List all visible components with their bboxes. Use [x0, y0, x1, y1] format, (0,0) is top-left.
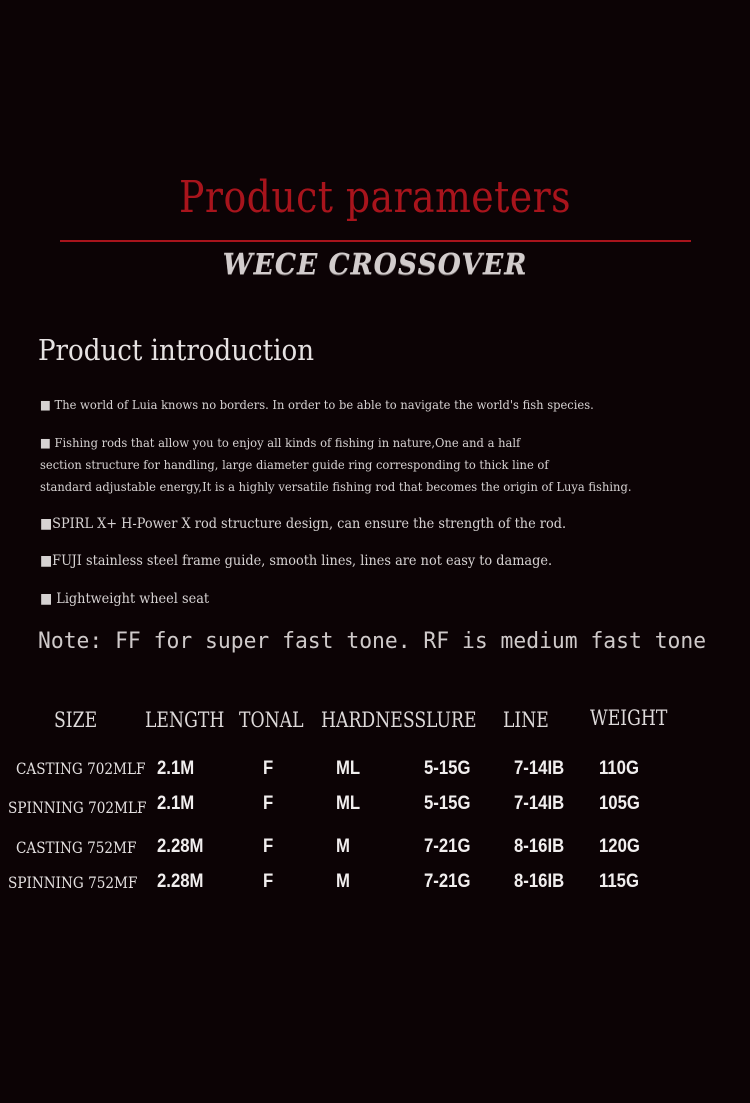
intro-heading: Product introduction: [38, 333, 315, 367]
table-header-size: SIZE: [54, 708, 98, 732]
table-header-line: LINE: [503, 708, 549, 732]
intro-paragraph-2-line-2: section structure for handling, large diameter guide ring corresponding to thick line of: [40, 457, 549, 472]
table-row-3-size: CASTING 752MF: [16, 838, 137, 857]
intro-paragraph-2-line-3: standard adjustable energy,It is a highly versatile fishing rod that becomes the origin of Luya fishing.: [40, 479, 632, 494]
table-row-1-size: CASTING 702MLF: [16, 759, 146, 778]
table-row-2-weight: 105G: [599, 793, 640, 814]
table-row-2-size: SPINNING 702MLF: [8, 798, 147, 817]
table-header-weight: WEIGHT: [590, 706, 668, 730]
table-row-4-size: SPINNING 752MF: [8, 873, 138, 892]
table-header-hardness: HARDNESS: [321, 708, 427, 732]
table-row-3-length: 2.28M: [157, 836, 204, 857]
intro-paragraph-5-text: ■ Lightweight wheel seat: [40, 591, 210, 607]
table-row-1-weight: 110G: [599, 758, 639, 779]
table-row-3-tonal: F: [263, 836, 274, 857]
intro-paragraph-2-line-1: ■ Fishing rods that allow you to enjoy all kinds of fishing in nature,One and a half: [40, 435, 521, 450]
table-row-3-hardness: M: [336, 836, 350, 857]
table-row-1-tonal: F: [263, 758, 274, 779]
table-row-2-line: 7-14IB: [514, 793, 565, 814]
table-row-2-length: 2.1M: [157, 793, 195, 814]
table-header-lure: LURE: [426, 708, 477, 732]
intro-paragraph-4: [40, 550, 552, 572]
title-divider: [60, 240, 691, 242]
table-row-1-hardness: ML: [336, 758, 361, 779]
product-name: WECE CROSSOVER: [222, 247, 528, 281]
intro-paragraph-1-text: ■ The world of Luia knows no borders. In order to be able to navigate the world's fish species.: [40, 397, 594, 412]
table-row-3-lure: 7-21G: [424, 836, 471, 857]
table-header-length: LENGTH: [145, 708, 225, 732]
table-row-4-weight: 115G: [599, 871, 639, 892]
table-row-1-length: 2.1M: [157, 758, 195, 779]
intro-paragraph-5: [40, 588, 209, 610]
table-row-4-tonal: F: [263, 871, 274, 892]
table-row-1-lure: 5-15G: [424, 758, 471, 779]
tone-note: Note: FF for super fast tone. RF is medium fast tone: [38, 629, 707, 654]
table-row-1-line: 7-14IB: [514, 758, 565, 779]
table-row-4-length: 2.28M: [157, 871, 204, 892]
table-header-tonal: TONAL: [239, 708, 304, 732]
table-row-4-hardness: M: [336, 871, 350, 892]
table-row-4-line: 8-16IB: [514, 871, 565, 892]
intro-paragraph-3: [40, 513, 566, 535]
table-row-2-tonal: F: [263, 793, 274, 814]
table-row-4-lure: 7-21G: [424, 871, 471, 892]
table-row-2-lure: 5-15G: [424, 793, 471, 814]
intro-paragraph-4-text: ■FUJI stainless steel frame guide, smooth lines, lines are not easy to damage.: [40, 553, 553, 569]
table-row-2-hardness: ML: [336, 793, 361, 814]
intro-paragraph-1: [40, 394, 594, 416]
table-row-3-weight: 120G: [599, 836, 640, 857]
intro-paragraph-3-text: ■SPIRL X+ H-Power X rod structure design, can ensure the strength of the rod.: [40, 516, 567, 532]
table-row-3-line: 8-16IB: [514, 836, 565, 857]
page-title: Product parameters: [179, 172, 571, 223]
intro-paragraph-2: [40, 432, 631, 498]
